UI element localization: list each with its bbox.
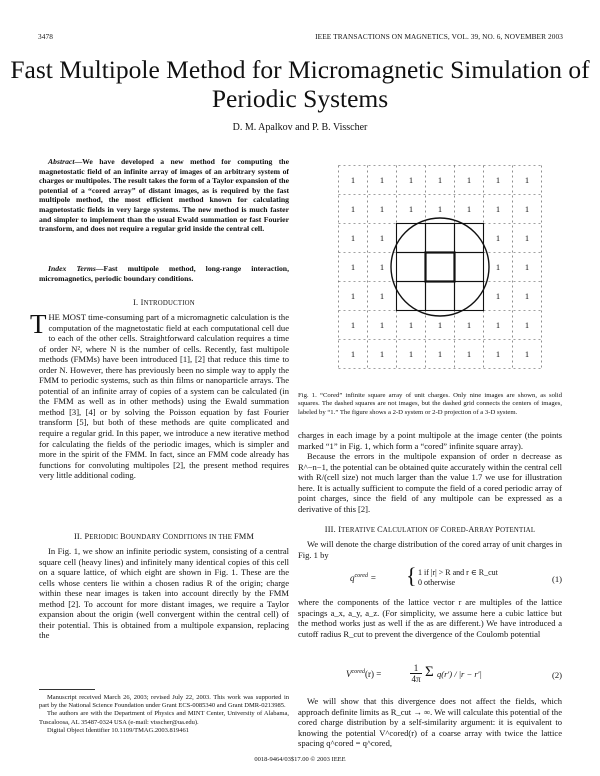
eq2-arg: (r) = xyxy=(364,669,382,679)
eq2-frac-num: 1 xyxy=(410,663,422,674)
footnote-received: Manuscript received March 26, 2003; revised July 22, 2003. This work was supported in part by the National Science Foundation under Grant ECS-0085340 and Grant DMR-0213985. xyxy=(39,694,289,710)
eq1-number: (1) xyxy=(551,574,562,584)
equation-2 xyxy=(298,663,562,689)
fig-charge-label: 1 xyxy=(524,291,530,301)
fig-charge-label: 1 xyxy=(466,204,472,214)
fig-image-cell xyxy=(426,253,455,282)
fig-charge-label: 1 xyxy=(466,349,472,359)
footnote-affiliation: The authors are with the Department of Physics and MINT Center, University of Alabama, Tuscaloosa, AL 35487-0324 USA (e-mail: visscher@ua.edu). xyxy=(39,710,289,726)
right-column-body-2 xyxy=(298,539,562,560)
periodic-boundary-body xyxy=(39,546,289,641)
right-paragraph-4: where the components of the lattice vector r are multiples of the lattice spacings a_x, a_y, a_z. (For simplicity, we assume here a cubic lattice but the method works just as well if the as are different.) We have introduced a cutoff radius R_cut to prevent the divergence of the Coulomb potential xyxy=(298,597,562,639)
heading-smallcaps: ONDITIONS IN THE xyxy=(168,534,235,541)
heading-letter: P xyxy=(495,525,501,534)
footnote-rule xyxy=(39,689,95,690)
drop-cap: T xyxy=(30,309,47,339)
fig-charge-label: 1 xyxy=(350,262,356,272)
fig-charge-label: 1 xyxy=(408,204,414,214)
fig-charge-label: 1 xyxy=(524,320,530,330)
fig-charge-label: 1 xyxy=(495,349,501,359)
right-column-body-1 xyxy=(298,430,562,514)
right-paragraph-3: We will denote the charge distribution of the cored array of unit charges in Fig. 1 by xyxy=(298,539,562,560)
heading-smallcaps: OTENTIAL xyxy=(500,527,536,534)
fig-image-cell xyxy=(426,282,455,311)
section-numeral: III. xyxy=(324,525,336,534)
fig-charge-label: 1 xyxy=(379,291,385,301)
heading-letter: P xyxy=(84,532,90,541)
eq1-lhs: q xyxy=(350,573,355,583)
fig-image-cells xyxy=(397,224,484,311)
fig-charge-label: 1 xyxy=(379,233,385,243)
heading-smallcaps: OUNDARY xyxy=(125,534,163,541)
heading-letter: FMM xyxy=(234,532,255,541)
heading-letter: I xyxy=(338,525,342,534)
fig-charge-label: 1 xyxy=(495,262,501,272)
section-numeral: II. xyxy=(73,532,83,541)
periodic-boundary-paragraph: In Fig. 1, we show an infinite periodic system, consisting of a central square cell (heavy lines) and infinitely many identical copies of this cell on a square lattice, of which eight are shown in Fig. 1. These are the cells whose centers lie within a chosen radius R of the origin; charge within these near images is taken into account directly by the FMM method [2]. To account for more distant images, we require a Taylor expansion about the origin (well convergent within the central cell) of their potential. This is obtained from a multipole expansion, replacing the xyxy=(39,546,289,641)
heading-smallcaps: ALCULATION OF xyxy=(382,527,441,534)
fig-charge-label: 1 xyxy=(437,175,443,185)
fig-charge-label: 1 xyxy=(437,349,443,359)
footnotes xyxy=(39,694,289,735)
paper-title: Fast Multipole Method for Micromagnetic Simulation of Periodic Systems xyxy=(10,55,590,113)
fig-charge-label: 1 xyxy=(379,175,385,185)
abstract-text: —We have developed a new method for computing the magnetostatic field of an infinite array of images of an arbitrary system of charges or multipoles. The result takes the form of a Taylor expansion of the potential of a “cored array” of distant images, as is required by the fast multipole method, the most efficient method known for calculating magnetostatic fields in very large systems. The new method is much faster and simpler to implement than the usual Ewald summation or fast Fourier transform, and does not require a regular grid inside the central cell. xyxy=(39,157,289,234)
fig-charge-label: 1 xyxy=(495,204,501,214)
right-column-body-3 xyxy=(298,597,562,639)
fig-charge-label: 1 xyxy=(408,349,414,359)
fig-charge-label: 1 xyxy=(495,320,501,330)
fig-charge-label: 1 xyxy=(350,204,356,214)
section-heading-introduction xyxy=(39,298,289,307)
index-terms xyxy=(39,264,289,283)
equation-1: $q^{cored}$ = { 1 if |r| > R and r ∈ R_cut 0 otherwise (1) xyxy=(350,563,562,588)
fig-charge-label: 1 xyxy=(524,262,530,272)
fig-charge-label: 1 xyxy=(524,175,530,185)
eq2-number: (2) xyxy=(551,670,562,680)
heading-smallcaps: TERATIVE xyxy=(341,527,378,534)
heading-letter: C xyxy=(162,532,169,541)
eq2-sum: Σ xyxy=(425,664,434,680)
heading-smallcaps: ORED- xyxy=(446,527,469,534)
section-heading-iterative xyxy=(298,525,562,534)
introduction-paragraph: HE MOST time-consuming part of a micromagnetic calculation is the computation of the magnetostatic field at each computational cell due to each of the other cells. Straightforward calculation requires a time of order N², where N is the number of cells. Recently, fast multipole methods (FMMs) have been introduced [1], [2] that reduce this time to order N. However, there has previously been no simple way to apply the FMM to periodic systems, such as thin films or nanoparticle arrays. The potential of an infinite array of copies of a system can be calculated (in the FMM as well as in other methods) using the Ewald summation method [3], [4] or by solving the Poisson equation by fast Fourier transform [5], but both of these methods are quite complicated and require a regular grid. In this paper, we introduce a new iterative method for calculating the fields of the periodic images, which is simpler and more in the spirit of the FMM. In fact, since an FMM code already has functions for convoluting multipoles [2], the present method requires very little additional coding. xyxy=(39,312,289,481)
fig-charge-label: 1 xyxy=(379,320,385,330)
fig-charge-label: 1 xyxy=(437,320,443,330)
section-title-rest: NTRODUCTION xyxy=(143,300,195,307)
eq2-frac-den: 4π xyxy=(411,674,421,684)
fig-charge-label: 1 xyxy=(350,349,356,359)
right-column-body-4 xyxy=(298,696,562,749)
fig-image-cell xyxy=(397,253,426,282)
fig-charge-label: 1 xyxy=(524,349,530,359)
fig-charge-label: 1 xyxy=(437,204,443,214)
fig-charge-label: 1 xyxy=(379,204,385,214)
fig-charge-label: 1 xyxy=(379,349,385,359)
index-terms-text: —Fast multipole method, long-range interaction, micromagnetics, periodic boundary conditions. xyxy=(39,264,289,283)
fig-charge-label: 1 xyxy=(466,320,472,330)
abstract xyxy=(39,157,289,234)
index-terms-lead: Index Terms xyxy=(48,264,96,273)
eq1-sup: cored xyxy=(354,573,368,579)
fig-charge-label: 1 xyxy=(350,175,356,185)
heading-letter: A xyxy=(468,525,475,534)
heading-letter: C xyxy=(440,525,447,534)
section-title-initial: I xyxy=(140,298,144,307)
fig-grid xyxy=(339,166,542,369)
abstract-lead: Abstract xyxy=(48,157,75,166)
heading-letter: C xyxy=(377,525,383,534)
fig-charge-label: 1 xyxy=(408,320,414,330)
eq2-term: q(r′) / |r − r′| xyxy=(437,669,482,679)
eq2-sup: cored xyxy=(351,669,365,675)
fig-radius-circle xyxy=(391,218,489,316)
fig-image-cell xyxy=(455,253,484,282)
fig-image-cell xyxy=(426,224,455,253)
section-numeral: I. xyxy=(133,298,139,307)
fig-charge-label: 1 xyxy=(350,320,356,330)
fig-charge-label: 1 xyxy=(379,262,385,272)
copyright-line: 0018-9464/03$17.00 © 2003 IEEE xyxy=(254,756,346,763)
page-number: 3478 xyxy=(38,32,53,41)
journal-header: IEEE TRANSACTIONS ON MAGNETICS, VOL. 39, NO. 6, NOVEMBER 2003 xyxy=(315,32,563,41)
fig-charge-label: 1 xyxy=(408,175,414,185)
right-paragraph-5: We will show that this divergence does not affect the fields, which approach definite limits as R_cut → ∞. We will calculate this potential of the cored charge distribution by a self-similarity argument: it is equivalent to knowing the potential V^cored(r) of a coarse array with twice the lattice spacing q^cored = q^cored, xyxy=(298,696,562,749)
right-paragraph-1: charges in each image by a point multipole at the image center (the points marked “1” in Fig. 1, which form a “cored” infinite square array). xyxy=(298,430,562,451)
figure-caption: Fig. 1. “Cored” infinite square array of unit charges. Only nine images are shown, as solid squares. The dashed squares are not images, but the dashed grid connects the centers of images, labeled by “1.” The figure shows a 2-D system or 2-D projection of a 3-D system. xyxy=(298,392,562,416)
fig-charge-label: 1 xyxy=(495,175,501,185)
fig-charge-label: 1 xyxy=(495,291,501,301)
heading-smallcaps: ERIODIC xyxy=(89,534,121,541)
fig-charge-label: 1 xyxy=(466,175,472,185)
fig-labels xyxy=(351,175,529,359)
section-heading-periodic-boundary xyxy=(39,532,289,541)
fig-charge-label: 1 xyxy=(524,233,530,243)
fig-charge-label: 1 xyxy=(524,204,530,214)
fig-charge-label: 1 xyxy=(350,291,356,301)
eq1-case-1: 1 if |r| > R and r ∈ R_cut xyxy=(418,568,498,577)
figure-1-cored-array xyxy=(320,150,560,384)
introduction-body xyxy=(30,309,289,481)
eq1-case-2: 0 otherwise xyxy=(418,578,456,587)
authors: D. M. Apalkov and P. B. Visscher xyxy=(232,122,368,133)
fig-charge-label: 1 xyxy=(350,233,356,243)
right-paragraph-2: Because the errors in the multipole expansion of order n decrease as R^−n−1, the potential can be obtained quite accurately within the central cell with R/(cell size) not much larger than the value 1.7 we use for illustration here. It is actually sufficient to compute the field of a cored periodic array of point charges, since the field of any multipole can be expressed as a derivative of this [2]. xyxy=(298,451,562,514)
heading-smallcaps: RRAY xyxy=(474,527,496,534)
footnote-doi: Digital Object Identifier 10.1109/TMAG.2003.819461 xyxy=(47,726,190,734)
heading-letter: B xyxy=(120,532,126,541)
eq2-lhs: V xyxy=(346,669,352,679)
fig-charge-label: 1 xyxy=(495,233,501,243)
